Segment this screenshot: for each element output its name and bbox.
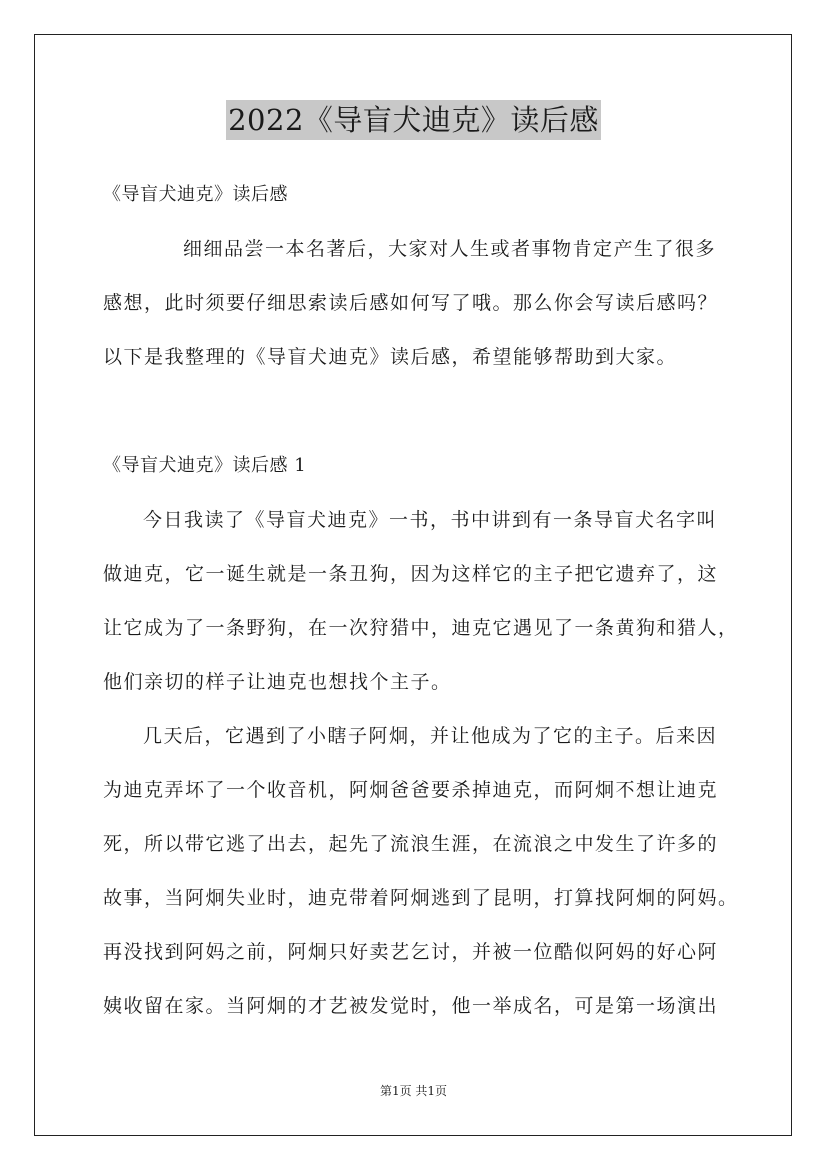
intro-line: 以下是我整理的《导盲犬迪克》读后感，希望能够帮助到大家。 — [103, 346, 678, 368]
paragraph-line: 他们亲切的样子让迪克也想找个主子。 — [103, 671, 452, 693]
paragraph-line: 再没找到阿妈之前，阿炯只好卖艺乞讨，并被一位酷似阿妈的好心阿 — [103, 941, 719, 963]
paragraph-line: 今日我读了《导盲犬迪克》一书，书中讲到有一条导盲犬名字叫 — [143, 509, 718, 531]
intro-line: 感想，此时须要仔细思索读后感如何写了哦。那么你会写读后感吗？ — [103, 292, 719, 314]
title-container — [0, 100, 827, 140]
paragraph-line: 为迪克弄坏了一个收音机，阿炯爸爸要杀掉迪克，而阿炯不想让迪克 — [103, 779, 719, 801]
paragraph-line: 做迪克，它一诞生就是一条丑狗，因为这样它的主子把它遗弃了，这 — [103, 563, 719, 585]
paragraph-line: 故事，当阿炯失业时，迪克带着阿炯逃到了昆明，打算找阿炯的阿妈。 — [103, 887, 739, 909]
paragraph-line: 让它成为了一条野狗，在一次狩猎中，迪克它遇见了一条黄狗和猎人， — [103, 617, 739, 639]
paragraph-line: 姨收留在家。当阿炯的才艺被发觉时，他一举成名，可是第一场演出 — [103, 995, 719, 1017]
document-subtitle: 《导盲犬迪克》读后感 — [103, 184, 288, 205]
page-footer: 第1页 共1页 — [379, 1084, 448, 1098]
paragraph-line: 几天后，它遇到了小瞎子阿炯，并让他成为了它的主子。后来因 — [143, 725, 718, 747]
section-heading: 《导盲犬迪克》读后感 1 — [103, 455, 307, 476]
intro-line: 细细品尝一本名著后，大家对人生或者事物肯定产生了很多 — [183, 238, 717, 260]
document-title: 2022《导盲犬迪克》读后感 — [226, 100, 601, 140]
paragraph-line: 死，所以带它逃了出去，起先了流浪生涯，在流浪之中发生了许多的 — [103, 833, 719, 855]
